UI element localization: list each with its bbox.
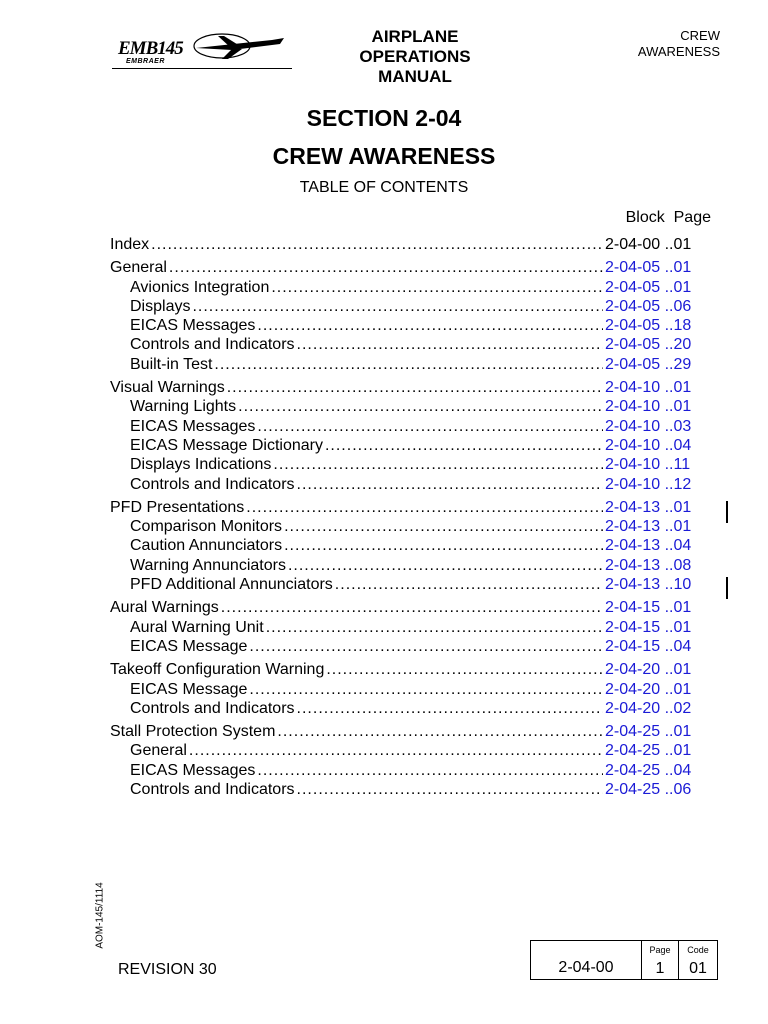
- logo-underline: [112, 68, 292, 69]
- dot-leader: [169, 258, 603, 277]
- code-number: 01: [689, 960, 707, 977]
- toc-entry: [110, 598, 710, 617]
- dot-leader: [288, 556, 603, 575]
- dot-leader: [284, 536, 603, 555]
- toc-heading: TABLE OF CONTENTS: [299, 179, 469, 196]
- toc-entry-label: Controls and Indicators: [130, 699, 295, 717]
- toc-entry-label: Index: [110, 236, 150, 253]
- toc-page-link[interactable]: 2-04-10 ..04: [605, 436, 692, 454]
- toc-page-link[interactable]: 2-04-10 ..01: [605, 398, 692, 416]
- dot-leader: [214, 355, 603, 374]
- dot-leader: [284, 517, 603, 536]
- toc-entry: [110, 235, 710, 254]
- manual-title-line: AIRPLANE: [371, 27, 459, 46]
- toc-page-link[interactable]: 2-04-10 ..12: [605, 475, 692, 493]
- toc-subentry: [110, 618, 710, 637]
- toc-subentry: [110, 417, 710, 436]
- toc-entry-label: Avionics Integration: [130, 278, 270, 296]
- toc-page-link[interactable]: 2-04-20 ..02: [605, 699, 692, 717]
- toc-entry-label: EICAS Message: [130, 637, 248, 655]
- document-code: AOM-145/1114: [94, 882, 106, 949]
- toc-subentry: [110, 355, 710, 374]
- toc-subentry: [110, 316, 710, 335]
- page-label: Page: [649, 945, 671, 955]
- block-cell: [531, 941, 642, 979]
- dot-leader: [297, 780, 603, 799]
- code-cell: [679, 941, 717, 979]
- logo-text: EMB145: [118, 38, 183, 59]
- toc-subentry: [110, 475, 710, 494]
- toc-page-link[interactable]: 2-04-13 ..01: [605, 518, 692, 536]
- page-number: 1: [655, 960, 665, 977]
- toc-subentry: [110, 637, 710, 656]
- page-id-box: [530, 940, 718, 980]
- dot-leader: [227, 378, 603, 397]
- toc-entry-label: Displays Indications: [130, 456, 272, 474]
- dot-leader: [325, 436, 603, 455]
- dot-leader: [151, 235, 603, 254]
- dot-leader: [335, 575, 603, 594]
- dot-leader: [192, 297, 603, 316]
- toc-entry-label: EICAS Messages: [130, 317, 256, 335]
- dot-leader: [297, 475, 603, 494]
- toc-entry-label: PFD Additional Annunciators: [130, 576, 333, 594]
- toc-group: [110, 598, 710, 656]
- dot-leader: [257, 761, 603, 780]
- column-header: Block Page: [625, 209, 711, 226]
- toc-subentry: [110, 517, 710, 536]
- toc-entry-label: EICAS Message: [130, 680, 248, 698]
- revision-label: REVISION 30: [118, 961, 217, 978]
- table-of-contents: [110, 235, 710, 803]
- toc-page-link[interactable]: 2-04-20 ..01: [605, 680, 692, 698]
- toc-entry-label: Stall Protection System: [110, 723, 276, 741]
- dot-leader: [271, 278, 603, 297]
- toc-subentry: [110, 397, 710, 416]
- toc-entry-label: Comparison Monitors: [130, 518, 283, 536]
- toc-entry-label: Visual Warnings: [110, 379, 225, 397]
- toc-entry: [110, 660, 710, 679]
- dot-leader: [249, 637, 603, 656]
- toc-entry-label: EICAS Message Dictionary: [130, 436, 323, 454]
- toc-subentry: [110, 297, 710, 316]
- toc-group: [110, 258, 710, 374]
- toc-page-link[interactable]: 2-04-05 ..18: [605, 317, 692, 335]
- dot-leader: [249, 680, 603, 699]
- toc-subentry: [110, 556, 710, 575]
- change-bar: [726, 577, 728, 599]
- toc-entry-label: Caution Annunciators: [130, 537, 283, 555]
- chapter-label: [638, 28, 720, 60]
- manual-title: [330, 27, 500, 87]
- toc-page-link[interactable]: 2-04-13 ..08: [605, 556, 692, 574]
- toc-entry-label: General: [130, 742, 187, 760]
- toc-page-link[interactable]: 2-04-10 ..11: [605, 456, 691, 474]
- toc-subentry: [110, 436, 710, 455]
- toc-page-link[interactable]: 2-04-10 ..01: [605, 379, 692, 397]
- code-label: Code: [687, 945, 709, 955]
- toc-entry: [110, 258, 710, 277]
- toc-page-link[interactable]: 2-04-05 ..01: [605, 259, 692, 277]
- toc-entry-label: Built-in Test: [130, 355, 213, 373]
- toc-page-link[interactable]: 2-04-05 ..29: [605, 355, 692, 373]
- chapter-label-line: CREW: [680, 28, 720, 43]
- toc-entry-label: Aural Warning Unit: [130, 618, 264, 636]
- toc-group: [110, 660, 710, 718]
- emb145-logo: [112, 28, 292, 70]
- manual-title-line: OPERATIONS: [359, 47, 471, 66]
- chapter-label-line: AWARENESS: [637, 44, 720, 59]
- toc-page-link[interactable]: 2-04-13 ..04: [605, 537, 692, 555]
- toc-page-link[interactable]: 2-04-25 ..04: [605, 761, 692, 779]
- block-number: 2-04-00: [558, 959, 614, 976]
- toc-entry-label: Takeoff Configuration Warning: [110, 661, 325, 679]
- toc-page-link[interactable]: 2-04-10 ..03: [605, 417, 692, 435]
- dot-leader: [238, 397, 603, 416]
- toc-entry-label: Aural Warnings: [110, 599, 219, 617]
- toc-subentry: [110, 455, 710, 474]
- toc-page-link[interactable]: 2-04-25 ..01: [605, 742, 692, 760]
- manual-title-line: MANUAL: [378, 67, 452, 86]
- dot-leader: [257, 316, 603, 335]
- toc-group: [110, 378, 710, 494]
- toc-page-link[interactable]: 2-04-20 ..01: [605, 661, 692, 679]
- toc-page-link[interactable]: 2-04-13 ..01: [605, 498, 692, 516]
- dot-leader: [257, 417, 603, 436]
- toc-page-link[interactable]: 2-04-25 ..01: [605, 723, 692, 741]
- toc-entry-label: Displays: [130, 297, 191, 315]
- toc-page-link[interactable]: 2-04-25 ..06: [605, 781, 692, 799]
- toc-entry-label: EICAS Messages: [130, 417, 256, 435]
- toc-entry: [110, 722, 710, 741]
- toc-entry-label: Warning Lights: [130, 398, 237, 416]
- toc-subentry: [110, 741, 710, 760]
- dot-leader: [277, 722, 603, 741]
- page-cell: [642, 941, 679, 979]
- toc-page-ref: 2-04-00 ..01: [605, 236, 692, 253]
- toc-entry-label: General: [110, 259, 167, 277]
- toc-subentry: [110, 699, 710, 718]
- change-bar: [726, 501, 728, 523]
- toc-subentry: [110, 761, 710, 780]
- toc-group: [110, 498, 710, 594]
- toc-subentry: [110, 780, 710, 799]
- dot-leader: [297, 335, 603, 354]
- toc-entry-label: EICAS Messages: [130, 761, 256, 779]
- toc-subentry: [110, 335, 710, 354]
- toc-subentry: [110, 680, 710, 699]
- dot-leader: [189, 741, 603, 760]
- toc-entry: [110, 378, 710, 397]
- toc-page-link[interactable]: 2-04-15 ..01: [605, 599, 692, 617]
- toc-page-link[interactable]: 2-04-15 ..04: [605, 637, 692, 655]
- toc-subentry: [110, 278, 710, 297]
- toc-entry-label: Controls and Indicators: [130, 781, 295, 799]
- dot-leader: [266, 618, 603, 637]
- toc-subentry: [110, 536, 710, 555]
- section-number: SECTION 2-04: [306, 105, 462, 131]
- toc-page-link[interactable]: 2-04-05 ..06: [605, 297, 692, 315]
- toc-page-link[interactable]: 2-04-15 ..01: [605, 618, 692, 636]
- dot-leader: [297, 699, 603, 718]
- toc-subentry: [110, 575, 710, 594]
- dot-leader: [273, 455, 603, 474]
- dot-leader: [326, 660, 603, 679]
- dot-leader: [221, 598, 603, 617]
- dot-leader: [246, 498, 603, 517]
- toc-entry-label: Controls and Indicators: [130, 475, 295, 493]
- toc-page-link[interactable]: 2-04-05 ..01: [605, 278, 692, 296]
- toc-entry-label: Controls and Indicators: [130, 336, 295, 354]
- toc-entry-label: PFD Presentations: [110, 498, 245, 516]
- toc-group: [110, 235, 710, 254]
- toc-page-link[interactable]: 2-04-05 ..20: [605, 336, 692, 354]
- logo-subtext: EMBRAER: [126, 58, 165, 65]
- toc-entry: [110, 498, 710, 517]
- section-title: CREW AWARENESS: [272, 143, 496, 169]
- toc-entry-label: Warning Annunciators: [130, 556, 286, 574]
- toc-group: [110, 722, 710, 799]
- toc-page-link[interactable]: 2-04-13 ..10: [605, 576, 692, 594]
